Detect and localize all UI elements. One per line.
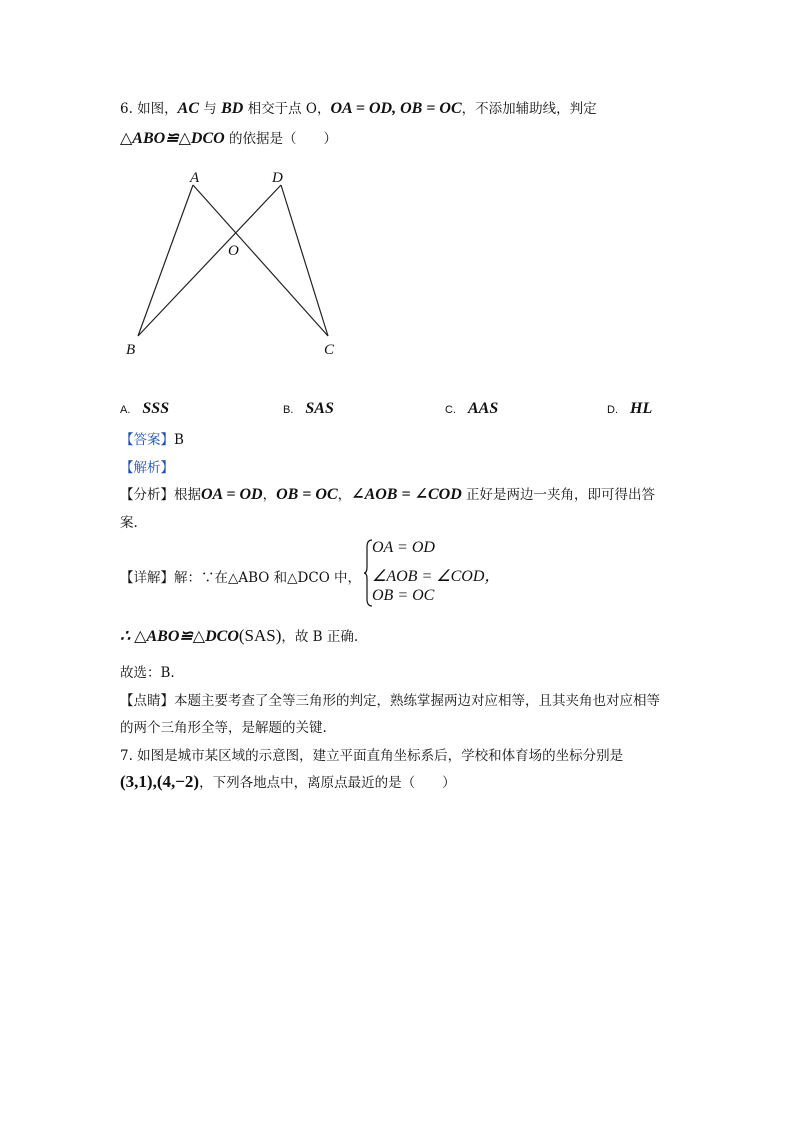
system-row: ∠AOB = ∠COD， (372, 568, 501, 585)
option-label: D. (607, 404, 618, 416)
math-sas: (SAS) (238, 626, 282, 645)
conclusion-text: ，故 B 正确. (281, 629, 359, 645)
choose-line (120, 661, 175, 681)
math-ob-oc: OB = OC (276, 486, 338, 503)
label-c: C (324, 342, 335, 358)
option-label: C. (445, 404, 456, 416)
math-coords: (3,1),(4,−2) (120, 772, 200, 791)
analysis-tag: 【解析】 (120, 460, 174, 476)
fenxi-line2 (120, 511, 138, 531)
detail-text: 解：∵在△ABO 和△DCO 中， (174, 570, 362, 586)
math-bd: BD (221, 100, 244, 117)
option-value: HL (630, 400, 653, 417)
fenxi-tag: 【分析】 (120, 487, 174, 503)
option-value: SSS (142, 400, 170, 417)
system-row: OB = OC (372, 587, 435, 604)
segment-dc (281, 185, 328, 336)
option-c[interactable] (445, 400, 498, 418)
math-angle-eq: ∠AOB = ∠COD (351, 486, 462, 503)
q6-text: 与 (199, 101, 222, 117)
q6-text: ，不添加辅助线，判定 (461, 101, 597, 117)
math-conclusion: ∴ △ABO≌△DCO (120, 628, 239, 645)
option-b[interactable] (283, 400, 334, 418)
q7-text: 7. 如图是城市某区域的示意图，建立平面直角坐标系后，学校和体育场的坐标分别是 (120, 748, 624, 764)
answer-value: B (174, 432, 184, 448)
label-d: D (272, 170, 283, 186)
fenxi-text: ， (262, 487, 277, 503)
q6-line1 (120, 97, 597, 118)
fenxi-text: 正好是两边一夹角，即可得出答 (461, 487, 656, 503)
segment-db (138, 185, 281, 336)
option-a[interactable] (120, 400, 169, 418)
choose-text: 故选：B. (120, 665, 175, 681)
detail-tag: 【详解】 (120, 570, 174, 586)
math-oa-od: OA = OD (201, 486, 263, 503)
segment-ab (138, 185, 193, 336)
answer-line (120, 428, 184, 448)
option-d[interactable] (607, 400, 652, 418)
option-label: A. (120, 404, 131, 416)
fenxi-line1 (120, 483, 655, 504)
dianjing-line1 (120, 689, 660, 709)
option-label: B. (283, 404, 294, 416)
dianjing-text: 的两个三角形全等，是解题的关键. (120, 720, 327, 736)
option-value: SAS (305, 400, 334, 417)
math-condition: OA = OD, OB = OC (330, 100, 462, 117)
segment-ac (193, 185, 328, 336)
dianjing-line2 (120, 716, 327, 736)
label-b: B (126, 342, 136, 358)
detail-line (120, 566, 361, 586)
conclusion-line (120, 625, 358, 646)
q6-text: 6. 如图， (120, 101, 178, 117)
fenxi-text: 根据 (174, 487, 201, 503)
answer-tag: 【答案】 (120, 432, 174, 448)
option-value: AAS (468, 400, 499, 417)
label-a: A (190, 170, 200, 186)
q7-line1 (120, 744, 623, 764)
q7-line2 (120, 771, 456, 792)
dianjing-text: 本题主要考查了全等三角形的判定，熟练掌握两边对应相等，且其夹角也对应相等 (174, 693, 660, 709)
equation-system (364, 537, 504, 607)
q7-text: ，下列各地点中，离原点最近的是（ ） (199, 775, 456, 791)
label-o: O (228, 243, 239, 259)
system-row: OA = OD (372, 539, 435, 556)
triangle-figure (118, 160, 358, 360)
dianjing-tag: 【点睛】 (120, 693, 174, 709)
q6-line2 (120, 127, 337, 148)
math-congruence: △ABO≌△DCO (120, 130, 225, 147)
fenxi-text: 案. (120, 515, 138, 531)
q6-text: 的依据是（ ） (224, 131, 337, 147)
q6-text: 相交于点 O， (243, 101, 331, 117)
fenxi-text: ， (337, 487, 352, 503)
math-ac: AC (177, 100, 200, 117)
analysis-line (120, 456, 174, 476)
